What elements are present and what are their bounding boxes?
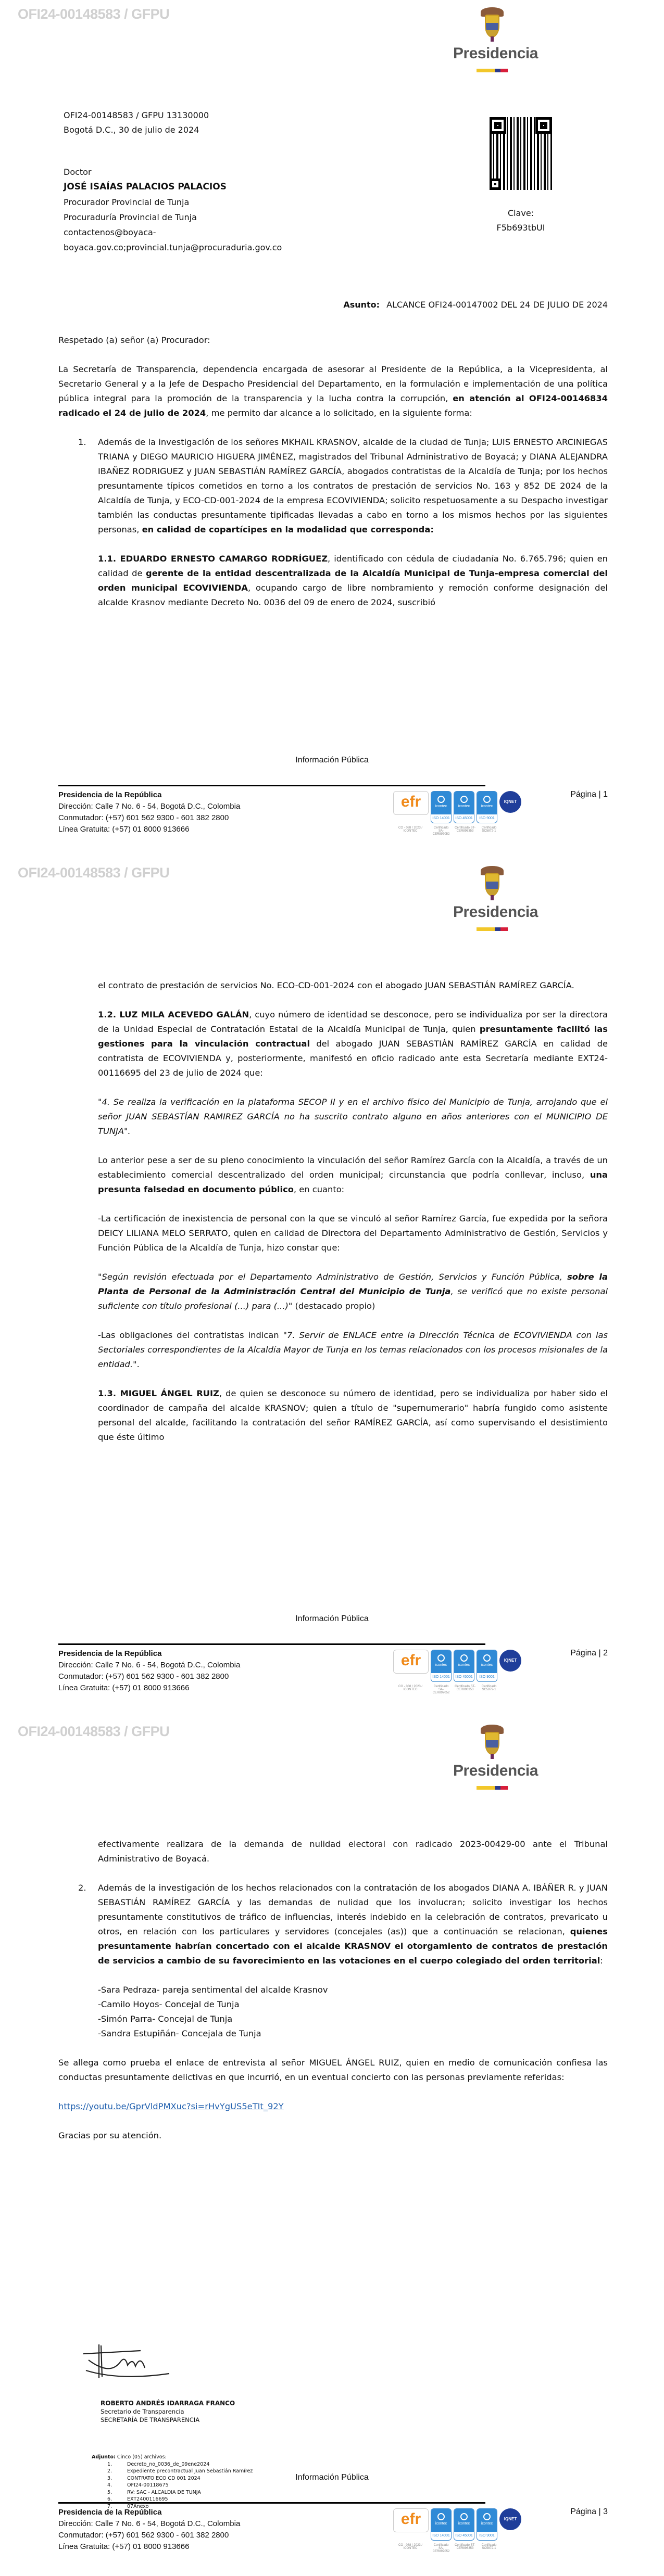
certification-paragraph: -La certificación de inexistencia de personal con la que se vinculó al señor Ramírez García, fue expedida por la señora DEICY LILIANA MELO SERRATO, quien en calidad de Directora del Departamento Administrativo de Gestión, Servicios y Función Pública de la Alcaldía de Tunja, hizo constar que: (98, 1214, 608, 1253)
footer-org: Presidencia de la República (58, 2508, 162, 2517)
page3-body (58, 1837, 608, 2158)
page1-body (58, 333, 608, 624)
item-1-1-continued: el contrato de prestación de servicios No. ECO-CD-001-2024 con el abogado JUAN SEBASTIÁN RAMÍREZ GARCÍA. (98, 980, 574, 990)
iqnet-logo: IQNET (499, 791, 521, 813)
footer-rule (58, 785, 485, 786)
footer (58, 2502, 608, 2553)
item-2-bold: quienes presuntamente habrían concertado con el alcalde KRASNOV el otorgamiento de contratos de prestación de servicios a cambio de su favorecimiento en las votaciones en el cuerpo colegiado del orden territorial (98, 1927, 608, 1966)
item-1-1-text: , identificado con cédula de ciudadanía No. 6.765.796; quien en calidad de (98, 554, 608, 578)
obligations-quote: "7. Servir de ENLACE entre la Dirección Técnica de ECOVIVIENDA con las Sectoriales correspondientes de la Alcaldía Mayor de Tunja en los temas relacionados con los procesos misionales de la entidad." (98, 1330, 608, 1369)
attachment-item: 6. EXT2400116695 (107, 2496, 168, 2502)
attachment-item: 3. CONTRATO ECO CD 001 2024 (107, 2475, 201, 2481)
footer-org: Presidencia de la República (58, 790, 162, 799)
addressee (64, 164, 282, 255)
signer-role: Secretario de Transparencia (101, 2408, 184, 2415)
item-1-2-end: del abogado JUAN SEBASTIÁN RAMÍREZ GARCÍA en calidad de contratista de ECOVIVIENDA y, posteriormente, manifestó en oficio radicado ante esta Secretaría mediante EXT24-00116695 del 23 de julio de 2024 que: (98, 1039, 608, 1078)
item-1-2-text: , cuyo número de identidad se desconoce, pero se individualiza por ser la directora de la Unidad Especial de Contratación Estatal de la Alcaldía Municipal de Tunja, quien (98, 1010, 608, 1034)
footer-tollfree: Línea Gratuita: (+57) 01 8000 913666 (58, 825, 190, 834)
person-item: -Camilo Hoyos- Concejal de Tunja (98, 1999, 240, 2009)
signer-block (101, 2399, 235, 2424)
reference-block (64, 108, 209, 137)
quote-planta (98, 1270, 608, 1313)
flag-bar (477, 927, 508, 931)
logo-wordmark: Presidencia (453, 903, 538, 921)
item-1-bold: en calidad de copartícipes en la modalidad que corresponda: (142, 525, 434, 534)
signer-office: SECRETARÍA DE TRANSPARENCIA (101, 2416, 200, 2424)
icontec-logo: icontec ISO 9001 (477, 1650, 497, 1682)
intro-text: La Secretaría de Transparencia, dependencia encargada de asesorar al Presidente de la República, a la Vicepresidenta, al Secretario General y a la Jefe de Despacho Presidencial del Departamento, en la formulación e implementación de una política pública integral para la promoción de la transparencia y la lucha contra la corrupción, (58, 364, 608, 403)
evidence-paragraph: Se allega como prueba el enlace de entrevista al señor MIGUEL ÁNGEL RUIZ, quien en medio de comunicación confiesa las conductas presuntamente delictivas en que incurrió, en un eventual concierto con las personas previamente referidas: (58, 2058, 608, 2082)
classification-label: Información Pública (295, 1614, 369, 1623)
item-2 (78, 1881, 608, 1968)
addressee-role: Procurador Provincial de Tunja (64, 197, 190, 207)
certification-logos (393, 2508, 521, 2541)
coat-of-arms-icon (481, 1725, 504, 1759)
certification-logos (393, 1650, 521, 1682)
quote-planta-bold: sobre la Planta de Personal de la Administración Central del Municipio de Tunja (98, 1272, 608, 1296)
item-1-number: 1. (78, 437, 86, 447)
falsedad-bold: una presunta falsedad en documento público (98, 1170, 608, 1194)
presidencia-logo (453, 1725, 538, 1790)
classification-label: Información Pública (295, 756, 369, 764)
quote-planta-end: , se verificó que no existe personal suficiente con título profesional (...) para (...)" (98, 1286, 608, 1311)
page2-body (58, 978, 608, 1459)
item-1-3-name: 1.3. MIGUEL ÁNGEL RUIZ (98, 1388, 219, 1398)
certification-notes: CO - 088 / 2023 / ICONTEC Certificado SA-CER897052 Certificado ST-CER896353 Certificado SC5872-1 (398, 826, 497, 836)
subject-label: Asunto: (343, 300, 380, 310)
paragraph-falsedad (98, 1153, 608, 1197)
falsedad-end: , en cuanto: (293, 1184, 345, 1194)
quote-planta-text: "Según revisión efectuada por el Departamento Administrativo de Gestión, Servicios y Función Pública, (98, 1272, 568, 1282)
addressee-name: JOSÉ ISAÍAS PALACIOS PALACIOS (64, 182, 227, 192)
intro-paragraph (58, 362, 608, 420)
logo-wordmark: Presidencia (453, 45, 538, 62)
qr-code (490, 117, 552, 190)
addressee-email-2: boyaca.gov.co;provincial.tunja@procuraduria.gov.co (64, 243, 282, 252)
footer-address: Dirección: Calle 7 No. 6 - 54, Bogotá D.C., Colombia (58, 1661, 241, 1669)
item-1-1-end: , ocupando cargo de libre nombramiento y remoción conforme designación del alcalde Krasnov mediante Decreto No. 0036 del 09 de enero de 2024, suscribió (98, 583, 608, 607)
greeting: Respetado (a) señor (a) Procurador: (58, 335, 210, 345)
item-1-1 (98, 552, 608, 610)
icontec-logo: icontec ISO 45001 (454, 1650, 474, 1682)
attachment-item: 2. Expediente precontractual Juan Sebastián Ramírez (107, 2468, 253, 2474)
obligations-end: . (136, 1359, 140, 1369)
footer-tollfree: Línea Gratuita: (+57) 01 8000 913666 (58, 1684, 190, 1692)
item-1-2-name: 1.2. LUZ MILA ACEVEDO GALÁN (98, 1010, 249, 1019)
flag-bar (477, 69, 508, 72)
efr-logo: efr (393, 1650, 429, 1674)
footer-phone: Conmutador: (+57) 601 562 9300 - 601 382 2800 (58, 1672, 229, 1681)
subject-line (343, 300, 608, 310)
clave-value: F5b693tbUI (496, 223, 545, 233)
icontec-logo: icontec ISO 9001 (477, 2508, 497, 2541)
page-number: Página | 2 (570, 1649, 608, 1657)
attachment-item: 5. RV: SAC - ALCALDIA DE TUNJA (107, 2489, 201, 2495)
addressee-email-1: contactenos@boyaca- (64, 227, 156, 237)
item-1-2 (98, 1008, 608, 1080)
quote-planta-note: (destacado propio) (292, 1301, 375, 1311)
page-number: Página | 1 (570, 790, 608, 799)
page-2 (0, 859, 664, 1717)
icontec-logo: icontec ISO 14001 (431, 791, 452, 823)
clave-label: Clave: (507, 208, 534, 218)
footer-phone: Conmutador: (+57) 601 562 9300 - 601 382 2800 (58, 2531, 229, 2540)
attachment-item: 7. 07Anexo (107, 2503, 149, 2509)
person-item: -Sandra Estupiñán- Concejala de Tunja (98, 2029, 261, 2038)
coat-of-arms-icon (481, 866, 504, 900)
watermark: OFI24-00148583 / GFPU (18, 865, 170, 881)
item-1-text: Además de la investigación de los señores MKHAIL KRASNOV, alcalde de la ciudad de Tunja; LUIS ERNESTO ARCINIEGAS TRIANA y DIEGO MAURICIO HIGUERA JIMÉNEZ, magistrados del Tribunal Administrativo de Boyacá; y DIANA ALEJANDRA IBAÑEZ RODRIGUEZ y JUAN SEBASTIÁN RAMÍREZ GARCÍA, abogados contratistas de la Alcaldía de Tunja; por los hechos presuntamente típicos cometidos en torno a los contratos de prestación de servicios No. 163 y 852 DE 2024 de la Alcaldía de Tunja, y ECO-CD-001-2024 de la empresa ECOVIVIENDA; solicito respetuosamente a su Despacho investigar también las conductas presuntamente tipificadas llevadas a cabo en torno a los mismos hechos por las siguientes personas, (98, 437, 608, 534)
footer-address: Dirección: Calle 7 No. 6 - 54, Bogotá D.C., Colombia (58, 2519, 241, 2528)
evidence-link[interactable]: https://youtu.be/GprVldPMXuc?si=rHvYgUS5eTIt_92Y (58, 2101, 284, 2111)
persons-list (98, 1983, 608, 2041)
obligations-text: -Las obligaciones del contratistas indican (98, 1330, 283, 1340)
icontec-logo: icontec ISO 45001 (454, 791, 474, 823)
watermark: OFI24-00148583 / GFPU (18, 1724, 170, 1739)
efr-logo: efr (393, 2508, 429, 2532)
person-item: -Simón Parra- Concejal de Tunja (98, 2014, 233, 2024)
item-1-1-bold: gerente de la entidad descentralizada de la Alcaldía Municipal de Tunja-empresa comercial del orden municipal ECOVIVIENDA (98, 568, 608, 593)
item-1-1-name: 1.1. EDUARDO ERNESTO CAMARGO RODRÍGUEZ (98, 554, 328, 564)
watermark: OFI24-00148583 / GFPU (18, 6, 170, 22)
icontec-logo: icontec ISO 9001 (477, 791, 497, 823)
addressee-title: Doctor (64, 167, 92, 177)
place-date: Bogotá D.C., 30 de julio de 2024 (64, 125, 199, 135)
iqnet-logo: IQNET (499, 1650, 521, 1672)
certification-logos (393, 791, 521, 823)
falsedad-text: Lo anterior pese a ser de su pleno conocimiento la vinculación del señor Ramírez García con la Alcaldía, a través de un establecimiento comercial descentralizado del orden municipal; circunstancia que podría conllevar, incluso, (98, 1155, 608, 1180)
footer-rule (58, 1643, 485, 1645)
icontec-logo: icontec ISO 14001 (431, 2508, 452, 2541)
icontec-logo: icontec ISO 14001 (431, 1650, 452, 1682)
footer-rule (58, 2502, 485, 2504)
subject-value: ALCANCE OFI24-00147002 DEL 24 DE JULIO DE 2024 (386, 300, 608, 310)
iqnet-logo: IQNET (499, 2508, 521, 2530)
efr-logo: efr (393, 791, 429, 815)
footer-tollfree: Línea Gratuita: (+57) 01 8000 913666 (58, 2542, 190, 2551)
attachments-label: Adjunto: (92, 2454, 116, 2460)
item-1-3-text: , de quien se desconoce su número de identidad, pero se individualiza por haber sido el coordinador de campaña del alcalde KRASNOV; quien a título de "supernumerario" habría fungido como asistente personal del alcalde, facilitando la contratación del señor RAMÍREZ GARCÍA, así como supervisando el desistimiento que éste último (98, 1388, 608, 1442)
clave-block (482, 206, 560, 235)
attachments-desc: Cinco (05) archivos: (117, 2454, 167, 2460)
footer (58, 1643, 608, 1694)
addressee-office: Procuraduría Provincial de Tunja (64, 212, 197, 222)
obligations-paragraph (98, 1328, 608, 1372)
presidencia-logo (453, 7, 538, 72)
page-number: Página | 3 (570, 2507, 608, 2516)
closing-thanks: Gracias por su atención. (58, 2131, 162, 2140)
certification-notes: CO - 088 / 2023 / ICONTEC Certificado SA-CER897052 Certificado ST-CER896353 Certificado SC5872-1 (398, 1685, 497, 1694)
presidencia-logo (453, 866, 538, 931)
item-2-number: 2. (78, 1883, 86, 1893)
attachment-item: 4. OFI24-00118675 (107, 2482, 169, 2488)
footer-phone: Conmutador: (+57) 601 562 9300 - 601 382 2800 (58, 813, 229, 822)
page-3 (0, 1717, 664, 2576)
footer-address: Dirección: Calle 7 No. 6 - 54, Bogotá D.C., Colombia (58, 802, 241, 811)
item-1-2-bold: presuntamente facilitó las gestiones para la vinculación contractual (98, 1024, 608, 1049)
item-2-end: : (600, 1956, 603, 1966)
icontec-logo: icontec ISO 45001 (454, 2508, 474, 2541)
flag-bar (477, 1786, 508, 1790)
item-1-3-continued: efectivamente realizara de la demanda de nulidad electoral con radicado 2023-00429-00 ante el Tribunal Administrativo de Boyacá. (98, 1839, 608, 1864)
item-2-text: Además de la investigación de los hechos relacionados con la contratación de los abogados DIANA A. IBÁÑER R. y JUAN SEBASTIÁN RAMÍREZ GARCÍA y las demandas de nulidad que los involucran; solicito investigar los hechos presuntamente constitutivos de tráfico de influencias, interés indebido en la celebración de contratos, prevaricato u otros, en relación con los particulares y servidores (concejales (as)) que a continuación se relacionan, (98, 1883, 608, 1936)
signer-name: ROBERTO ANDRÉS IDARRAGA FRANCO (101, 2400, 235, 2407)
page-1 (0, 0, 664, 859)
logo-wordmark: Presidencia (453, 1762, 538, 1779)
intro-end: , me permito dar alcance a lo solicitado, en la siguiente forma: (206, 408, 472, 418)
attachment-item: 1. Decreto_no_0036_de_09ene2024 (107, 2461, 210, 2467)
quote-secop: "4. Se realiza la verificación en la plataforma SECOP II y en el archivo físico del Municipio de Tunja, arrojando que el señor JUAN SEBASTÍAN RAMIREZ GARCÍA no ha suscrito contrato alguno en años anteriores con el MUNICIPIO DE TUNJA". (98, 1097, 608, 1136)
person-item: -Sara Pedraza- pareja sentimental del alcalde Krasnov (98, 1985, 328, 1995)
signature (78, 2339, 172, 2381)
coat-of-arms-icon (481, 7, 504, 42)
footer (58, 785, 608, 835)
reference-number: OFI24-00148583 / GFPU 13130000 (64, 110, 209, 120)
certification-notes: CO - 088 / 2023 / ICONTEC Certificado SA-CER897052 Certificado ST-CER896353 Certificado SC5872-1 (398, 2544, 497, 2553)
item-1 (58, 435, 608, 610)
intro-bold: en atención al OFI24-00146834 radicado el 24 de julio de 2024 (58, 393, 608, 418)
classification-label: Información Pública (295, 2473, 369, 2482)
footer-org: Presidencia de la República (58, 1649, 162, 1658)
item-1-3 (98, 1386, 608, 1445)
